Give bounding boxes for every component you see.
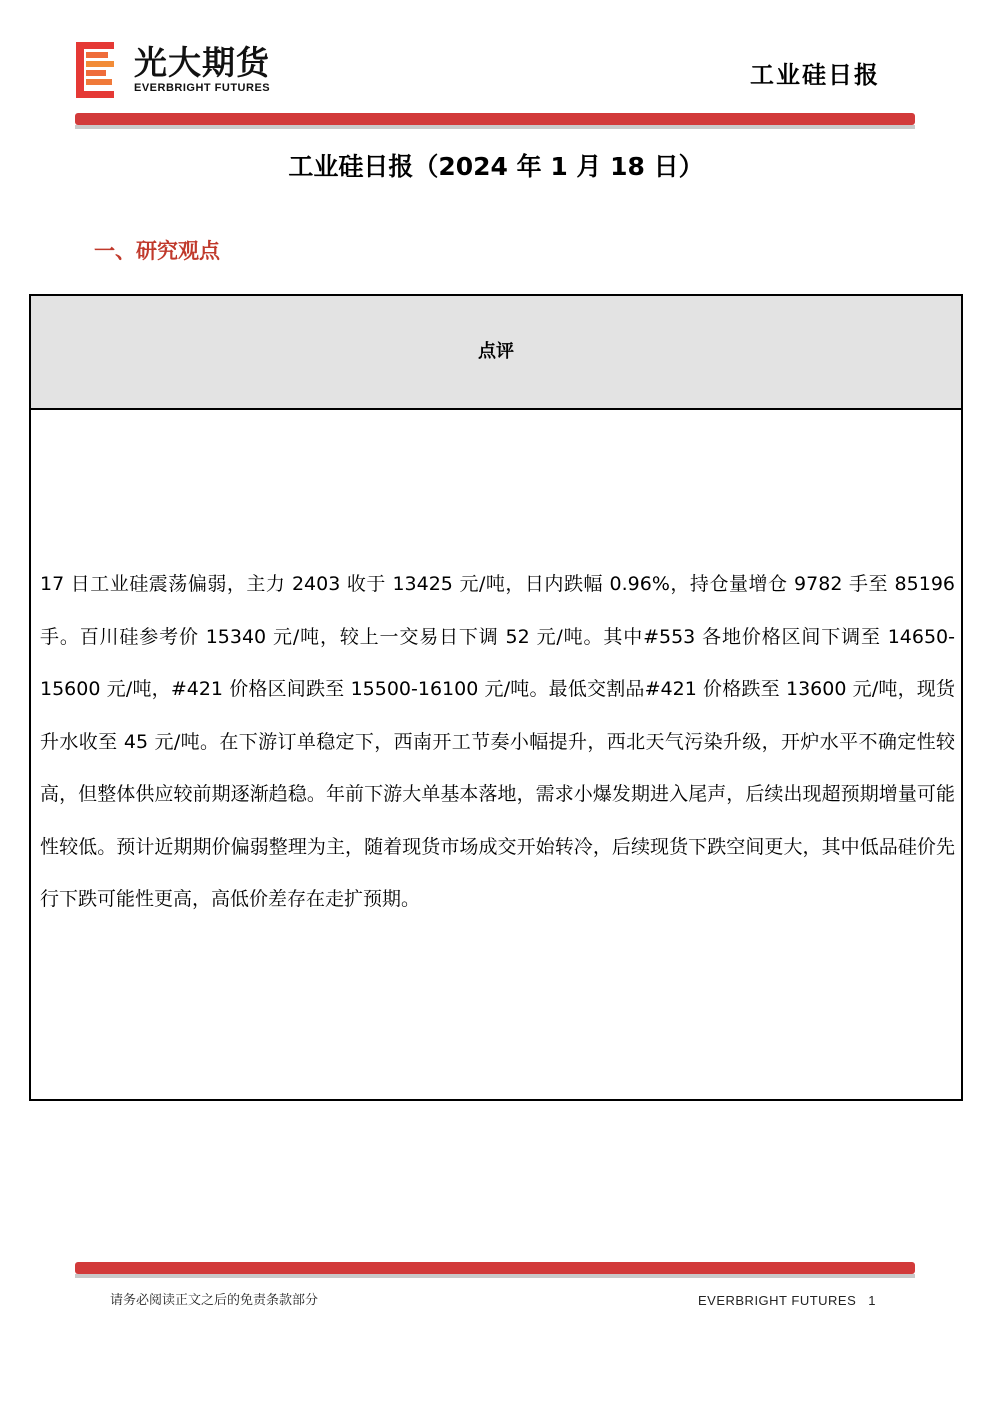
section-heading: 一、研究观点 [94,239,220,263]
footer-disclaimer: 请务必阅读正文之后的免责条款部分 [110,1293,319,1308]
everbright-stacked-e-icon [76,42,118,98]
comment-table-header [31,296,961,410]
comment-table [29,294,963,1101]
footer-company: EVERBRIGHT FUTURES [697,1293,857,1308]
footer-brand [698,1291,876,1311]
comment-header-label: 点评 [478,341,514,362]
comment-body-text: 17 日工业硅震荡偏弱，主力 2403 收于 13425 元/吨，日内跌幅 0.96%，持仓量增仓 9782 手至 85196 手。百川硅参考价 15340 元/吨，较上一交易日下调 52 元/吨。其中#553 各地价格区间下调至 14650-15600 元/吨，#421 价格区间跌至 15500-16100 元/吨。最低交割品#421 价格跌至 13600 元/吨，现货升水收至 45 元/吨。在下游订单稳定下，西南开工节奏小幅提升，西北天气污染升级，开炉水平不确定性较高，但整体供应较前期逐渐趋稳。年前下游大单基本落地，需求小爆发期进入尾声，后续出现超预期增量可能性较低。预计近期期价偏弱整理为主，随着现货市场成交开始转冷，后续现货下跌空间更大，其中低品硅价先行下跌可能性更高，高低价差存在走扩预期。 [40,573,955,910]
page-number: 1 [868,1293,876,1308]
brand-name-en: EVERBRIGHT FUTURES [134,82,271,94]
brand-name-cn: 光大期货 [134,43,270,82]
report-type-title: 工业硅日报 [750,61,880,89]
document-title: 工业硅日报（2024 年 1 月 18 日） [288,152,704,181]
company-logo [76,42,286,98]
